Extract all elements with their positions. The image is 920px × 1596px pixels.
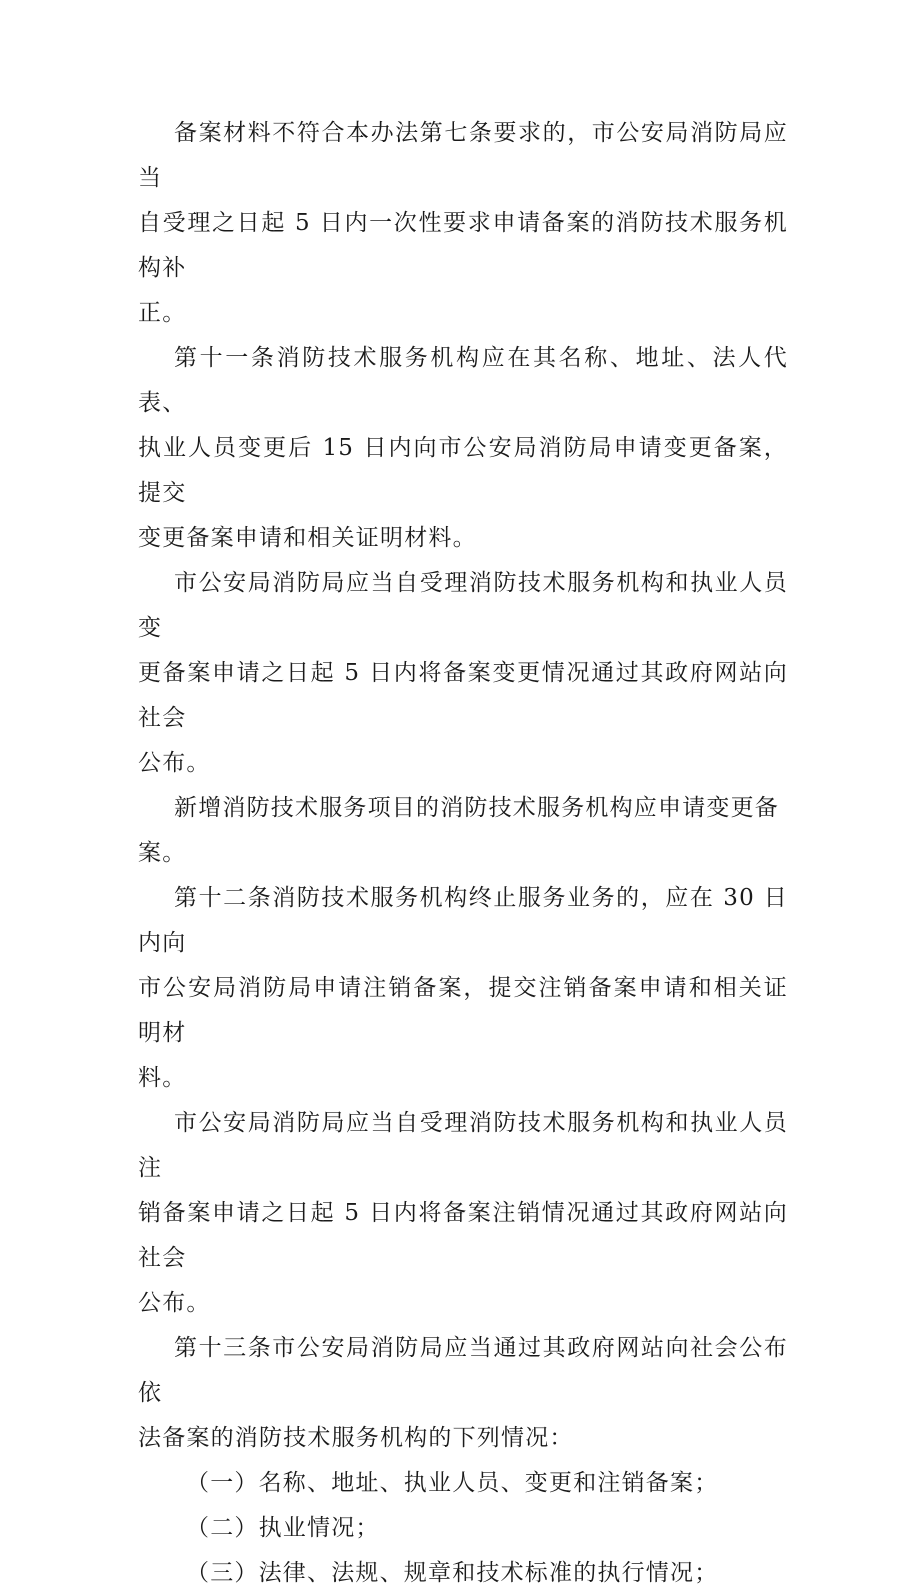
text-line: 公布。: [138, 1290, 211, 1316]
text-line: 第十二条消防技术服务机构终止服务业务的，应在 30 日内向: [138, 885, 788, 956]
paragraph-article-13: [138, 1326, 788, 1461]
text-line: 市公安局消防局应当自受理消防技术服务机构和执业人员注: [138, 1110, 788, 1181]
list-item: （二）执业情况；: [186, 1515, 380, 1541]
list-item: （一）名称、地址、执业人员、变更和注销备案；: [186, 1470, 719, 1496]
text-line: 新增消防技术服务项目的消防技术服务机构应申请变更备: [174, 795, 779, 821]
text-line: 案。: [138, 840, 187, 866]
paragraph-article-12: [138, 876, 788, 1101]
text-line: 自受理之日起 5 日内一次性要求申请备案的消防技术服务机构补: [138, 210, 788, 281]
document-page: [138, 111, 788, 1596]
text-line: 料。: [138, 1065, 187, 1091]
text-line: 正。: [138, 300, 187, 326]
text-line: 公布。: [138, 750, 211, 776]
paragraph-change-publication: [138, 561, 788, 786]
text-line: 法备案的消防技术服务机构的下列情况：: [138, 1425, 574, 1451]
list-item: （三）法律、法规、规章和技术标准的执行情况；: [186, 1560, 719, 1586]
text-line: 执业人员变更后 15 日内向市公安局消防局申请变更备案，提交: [138, 435, 788, 506]
paragraph-supplement: [138, 111, 788, 336]
text-line: 销备案申请之日起 5 日内将备案注销情况通过其政府网站向社会: [138, 1200, 788, 1271]
text-line: 第十三条市公安局消防局应当通过其政府网站向社会公布依: [138, 1335, 788, 1406]
text-line: 市公安局消防局申请注销备案，提交注销备案申请和相关证明材: [138, 975, 788, 1046]
paragraph-new-service: [138, 786, 788, 876]
text-line: 第十一条消防技术服务机构应在其名称、地址、法人代表、: [138, 345, 788, 416]
text-line: 变更备案申请和相关证明材料。: [138, 525, 477, 551]
paragraph-cancel-publication: [138, 1101, 788, 1326]
text-line: 更备案申请之日起 5 日内将备案变更情况通过其政府网站向社会: [138, 660, 788, 731]
text-line: 备案材料不符合本办法第七条要求的，市公安局消防局应当: [138, 120, 788, 191]
paragraph-article-11: [138, 336, 788, 561]
text-line: 市公安局消防局应当自受理消防技术服务机构和执业人员变: [138, 570, 788, 641]
